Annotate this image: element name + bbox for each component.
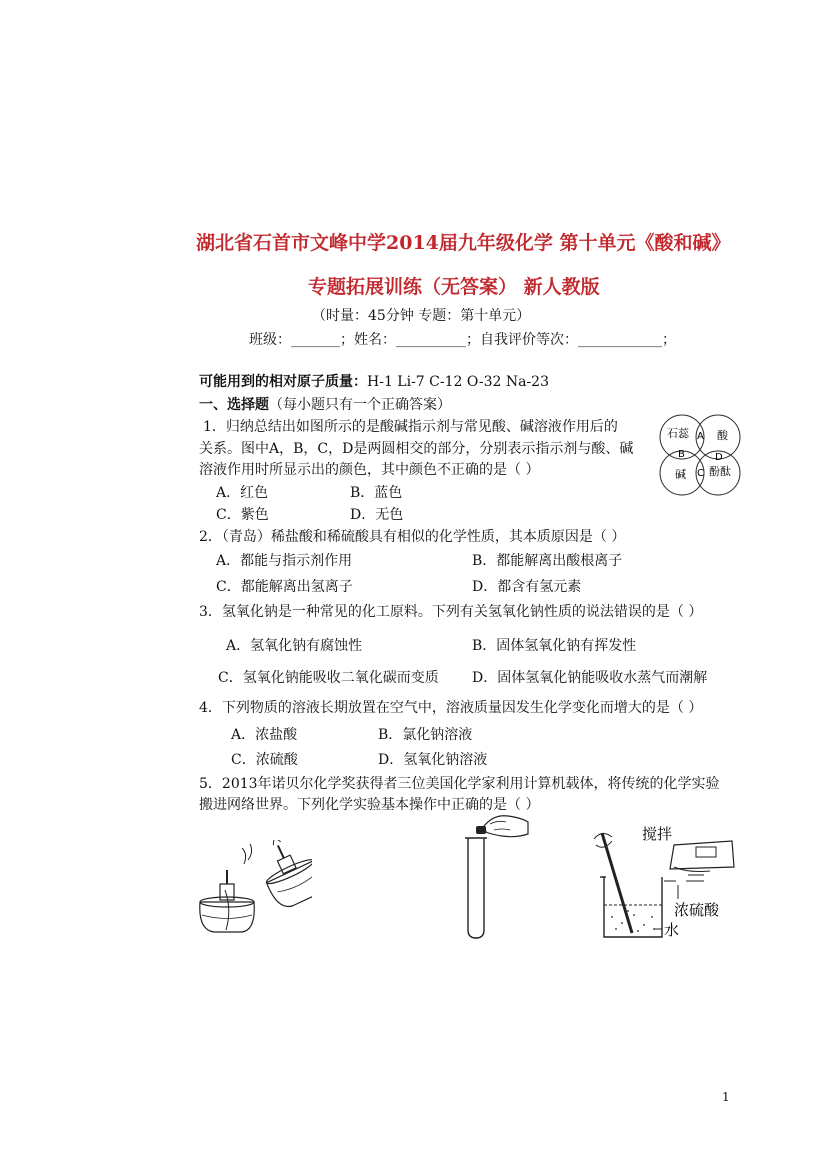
q3-option-a: A．氢氧化钠有腐蚀性: [226, 638, 363, 654]
section-heading: [199, 394, 451, 414]
fields-line: 班级：_______；姓名：__________；自我评价等次：____________；: [249, 332, 676, 348]
q1-option-d: D．无色: [350, 507, 404, 523]
atomic-mass-line: [199, 371, 549, 391]
venn-label-d: D: [715, 452, 723, 463]
venn-label-base: 碱: [675, 468, 686, 481]
q2-stem: 2．（青岛）稀盐酸和稀硫酸具有相似的化学性质，其本质原因是（ ）: [199, 529, 626, 545]
page-subtitle: 专题拓展训练（无答案） 新人教版: [308, 276, 600, 298]
page-number: 1: [722, 1090, 730, 1104]
atomic-mass-values: H-1 Li-7 C-12 O-32 Na-23: [367, 374, 549, 390]
q2-option-a: A．都能与指示剂作用: [216, 553, 353, 569]
q3-option-c: C．氢氧化钠能吸收二氧化碳而变质: [218, 670, 439, 686]
section-note: （每小题只有一个正确答案）: [269, 397, 451, 413]
q1-option-b: B．蓝色: [350, 485, 403, 501]
q1-line-1: 1．归纳总结出如图所示的是酸碱指示剂与常见酸、碱溶液作用后的: [203, 419, 618, 435]
q5-line-2: 搬进网络世界。下列化学实验基本操作中正确的是（ ）: [199, 797, 540, 813]
q3-option-b: B．固体氢氧化钠有挥发性: [472, 638, 637, 654]
venn-label-litmus: 石蕊: [667, 427, 689, 440]
q1-line-2: 关系。图中A，B，C，D是两圆相交的部分，分别表示指示剂与酸、碱: [199, 441, 634, 457]
venn-label-a: A: [697, 431, 704, 442]
q2-option-c: C．都能解离出氢离子: [216, 579, 353, 595]
acid-label: 浓硫酸: [674, 901, 720, 919]
venn-label-phenolphthalein: 酚酞: [709, 465, 731, 478]
q1-line-3: 溶液作用时所显示出的颜色，其中颜色不正确的是（ ）: [199, 462, 540, 478]
venn-label-c: C: [697, 468, 704, 479]
venn-diagram: [657, 412, 743, 498]
venn-label-b: B: [678, 449, 685, 460]
atomic-mass-label: 可能用到的相对原子质量：: [199, 374, 367, 390]
section-title: 一、选择题: [199, 397, 269, 413]
q3-option-d: D．固体氢氧化钠能吸收水蒸气而潮解: [472, 670, 708, 686]
q2-option-d: D．都含有氢元素: [472, 579, 582, 595]
dilution-figure: [592, 825, 742, 945]
q2-option-b: B．都能解离出酸根离子: [472, 553, 623, 569]
meta-line: （时量：45分钟 专题：第十单元）: [312, 308, 531, 324]
venn-label-acid: 酸: [717, 429, 728, 442]
water-label: 水: [664, 921, 680, 939]
q4-option-d: D．氢氧化钠溶液: [378, 752, 488, 768]
q5-line-1: 5．2013年诺贝尔化学奖获得者三位美国化学家利用计算机载体，将传统的化学实验: [199, 776, 720, 792]
q4-stem: 4．下列物质的溶液长期放置在空气中，溶液质量因发生化学变化而增大的是（ ）: [199, 700, 703, 716]
q3-stem: 3．氢氧化钠是一种常见的化工原料。下列有关氢氧化钠性质的说法错误的是（ ）: [199, 604, 703, 620]
q4-option-c: C．浓硫酸: [231, 752, 298, 768]
alcohol-lamp-figure: [192, 840, 312, 940]
q4-option-b: B．氯化钠溶液: [378, 727, 473, 743]
test-tube-figure: [460, 812, 530, 942]
q4-option-a: A．浓盐酸: [231, 727, 298, 743]
q1-option-c: C．紫色: [216, 507, 269, 523]
q1-option-a: A．红色: [216, 485, 269, 501]
page-title: 湖北省石首市文峰中学2014届九年级化学 第十单元《酸和碱》: [196, 232, 731, 254]
stir-label: 搅拌: [642, 825, 673, 843]
